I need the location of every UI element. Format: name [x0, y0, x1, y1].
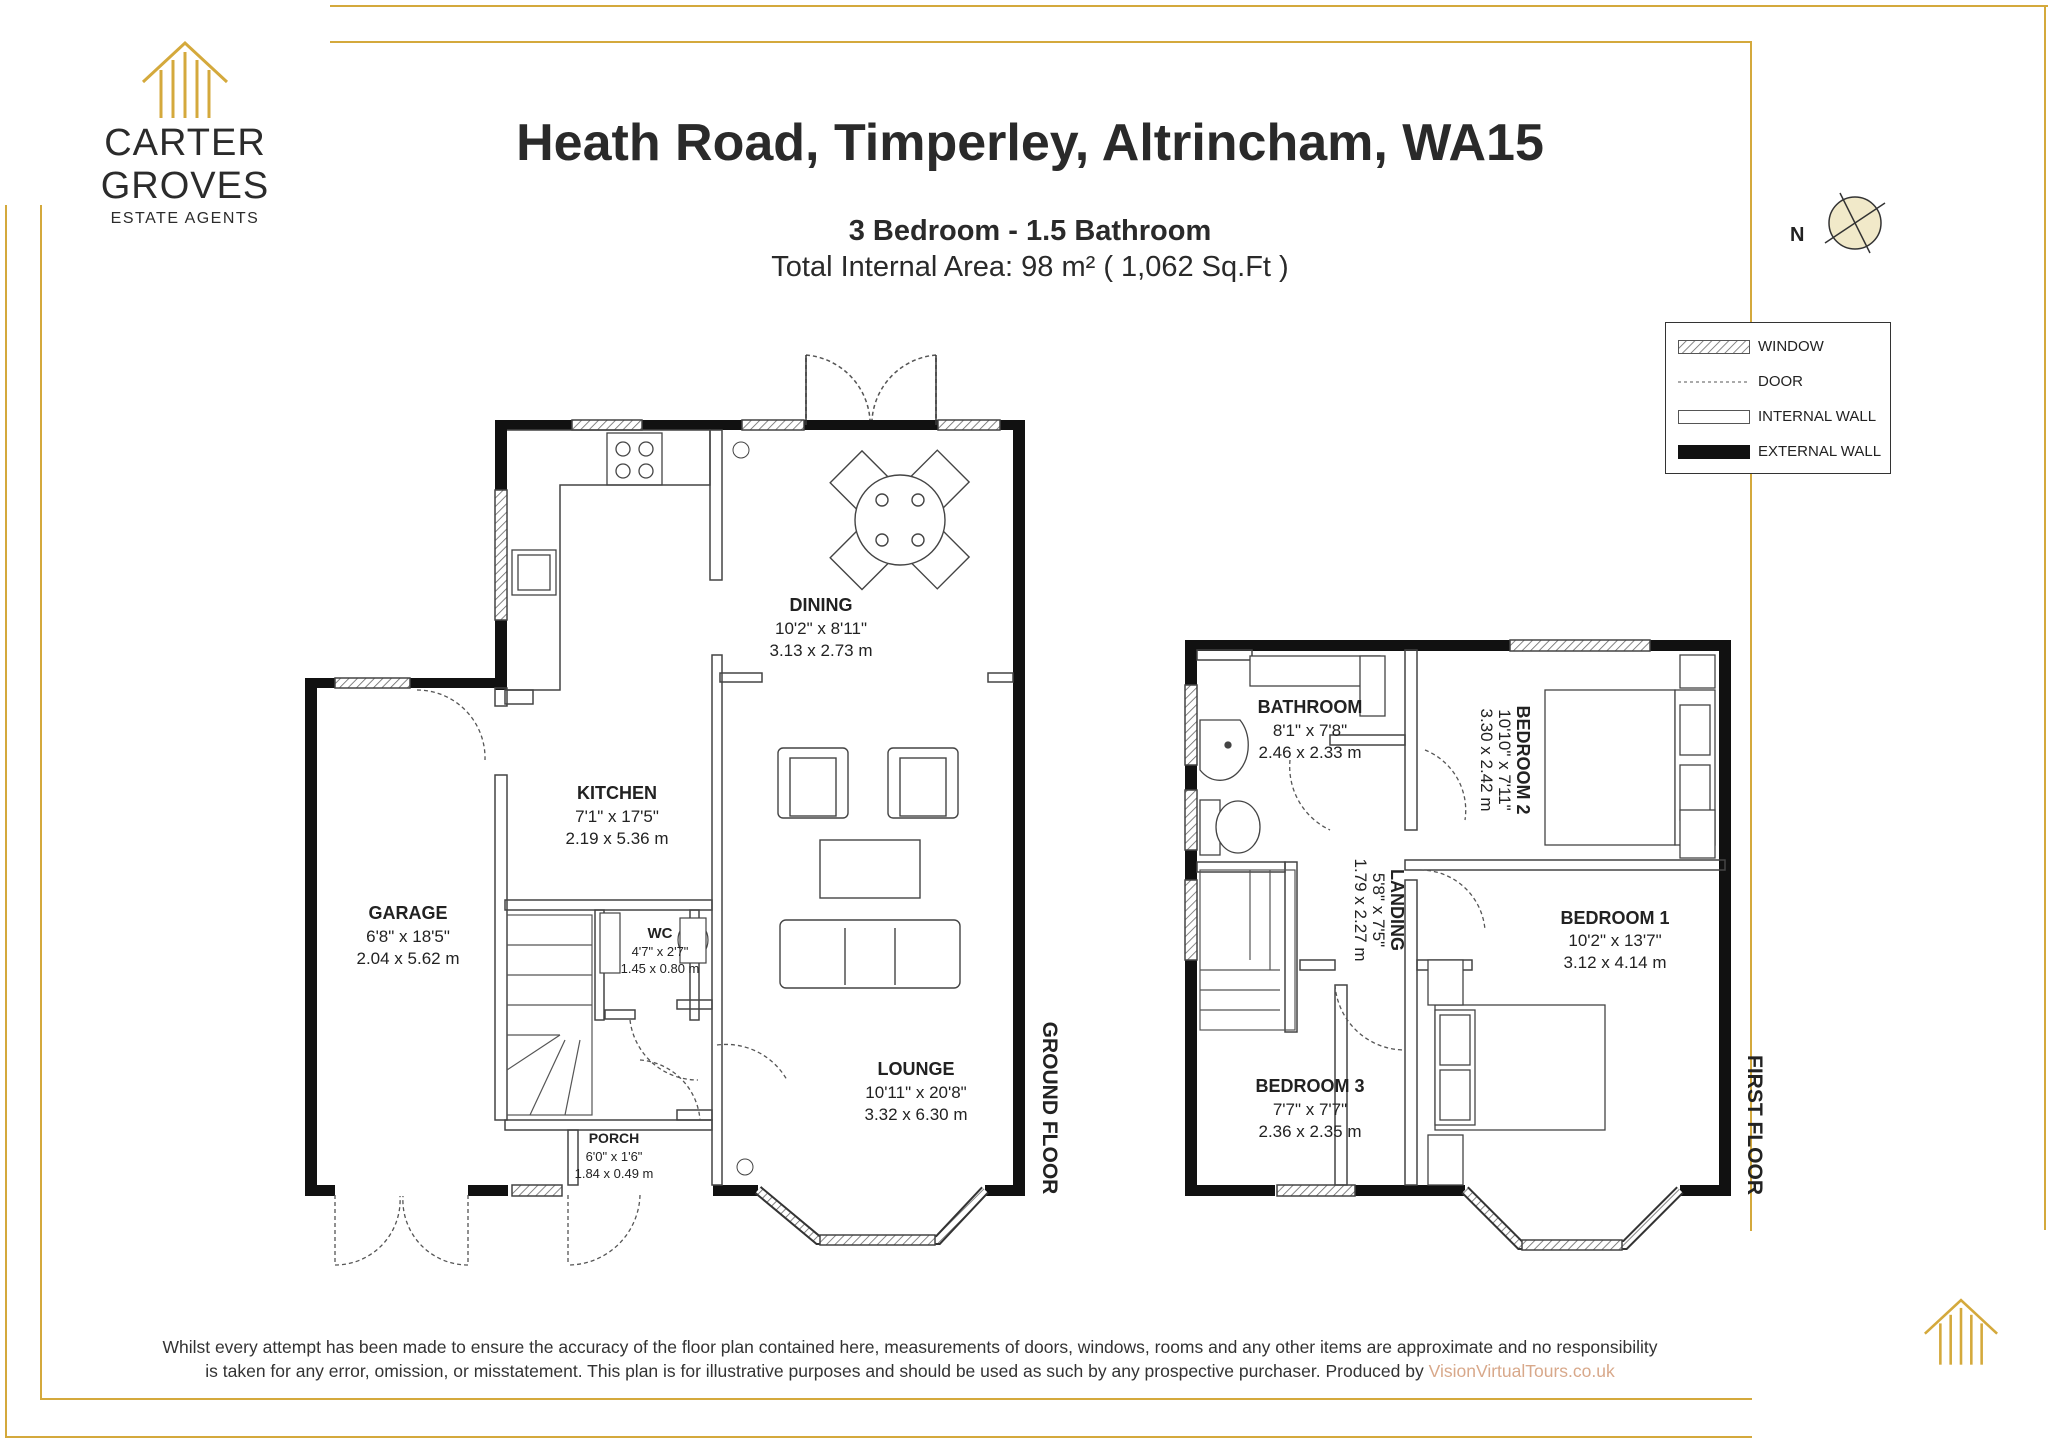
page-title: Heath Road, Timperley, Altrincham, WA15 — [516, 114, 1544, 172]
room-bedroom1-name: BEDROOM 1 — [1560, 908, 1670, 928]
room-bedroom1-metric: 3.12 x 4.14 m — [1563, 953, 1667, 972]
room-landing-imperial: 5'8" x 7'5" — [1369, 872, 1388, 948]
room-garage-imperial: 6'8" x 18'5" — [366, 927, 450, 946]
room-bedroom2-name: BEDROOM 2 — [1513, 705, 1533, 815]
room-lounge-name: LOUNGE — [877, 1059, 955, 1079]
room-garage-metric: 2.04 x 5.62 m — [356, 949, 460, 968]
room-porch-name: PORCH — [588, 1130, 640, 1146]
room-porch-metric: 1.84 x 0.49 m — [574, 1166, 654, 1181]
room-wc-imperial: 4'7" x 2'7" — [631, 944, 689, 959]
room-wc-metric: 1.45 x 0.80 m — [620, 961, 700, 976]
room-bedroom1-imperial: 10'2" x 13'7" — [1568, 931, 1662, 950]
room-bedroom2-imperial: 10'10" x 7'11" — [1495, 709, 1514, 811]
property-summary: 3 Bedroom - 1.5 Bathroom — [848, 215, 1212, 247]
room-garage-name: GARAGE — [368, 903, 448, 923]
room-bedroom3-imperial: 7'7" x 7'7" — [1272, 1100, 1348, 1119]
room-bathroom-imperial: 8'1" x 7'8" — [1272, 721, 1348, 740]
disclaimer-line-2 — [60, 1359, 1760, 1383]
room-bathroom-metric: 2.46 x 2.33 m — [1258, 743, 1362, 762]
legend-internal-wall-label: INTERNAL WALL — [1758, 408, 1877, 425]
legend-door-label: DOOR — [1758, 373, 1803, 390]
compass-north-label: N — [1790, 224, 1805, 246]
brand-tagline: ESTATE AGENTS — [110, 210, 260, 227]
house-logo-small-icon — [1918, 1297, 2004, 1367]
room-bedroom3-name: BEDROOM 3 — [1255, 1076, 1365, 1096]
room-landing-name: LANDING — [1387, 869, 1407, 951]
room-landing-metric: 1.79 x 2.27 m — [1351, 858, 1370, 962]
legend-external-wall-label: EXTERNAL WALL — [1758, 443, 1882, 460]
room-dining-name: DINING — [789, 595, 853, 615]
room-kitchen-name: KITCHEN — [577, 783, 657, 803]
disclaimer-line-1: Whilst every attempt has been made to ensure the accuracy of the floor plan contained here, measurements of doors, windows, rooms and any other items are approximate and no responsibility — [162, 1337, 1658, 1357]
room-lounge-imperial: 10'11" x 20'8" — [865, 1083, 967, 1102]
room-bedroom2-metric: 3.30 x 2.42 m — [1477, 708, 1496, 812]
room-dining-metric: 3.13 x 2.73 m — [769, 641, 873, 660]
room-bedroom3-metric: 2.36 x 2.35 m — [1258, 1122, 1362, 1141]
ground-floor-label: GROUND FLOOR — [1038, 1021, 1061, 1195]
room-lounge-metric: 3.32 x 6.30 m — [864, 1105, 968, 1124]
disclaimer-line-2-text: is taken for any error, omission, or misstatement. This plan is for illustrative purposes and should be used as such by any prospective purchaser. Produced by — [205, 1361, 1424, 1381]
room-bathroom-name: BATHROOM — [1257, 697, 1363, 717]
total-area: Total Internal Area: 98 m² ( 1,062 Sq.Ft ) — [771, 251, 1289, 283]
legend-window-label: WINDOW — [1758, 338, 1824, 355]
brand-name: CARTER GROVES — [100, 122, 270, 207]
credit-link[interactable]: VisionVirtualTours.co.uk — [1428, 1361, 1615, 1381]
room-porch-imperial: 6'0" x 1'6" — [585, 1149, 643, 1164]
first-floor-plan — [1185, 640, 1766, 1250]
first-floor-label: FIRST FLOOR — [1743, 1055, 1766, 1195]
room-kitchen-imperial: 7'1" x 17'5" — [575, 807, 659, 826]
room-kitchen-metric: 2.19 x 5.36 m — [565, 829, 669, 848]
room-wc-name: WC — [647, 925, 673, 942]
ground-floor-plan — [305, 355, 1061, 1265]
disclaimer — [60, 1335, 1760, 1383]
room-dining-imperial: 10'2" x 8'11" — [775, 619, 867, 638]
